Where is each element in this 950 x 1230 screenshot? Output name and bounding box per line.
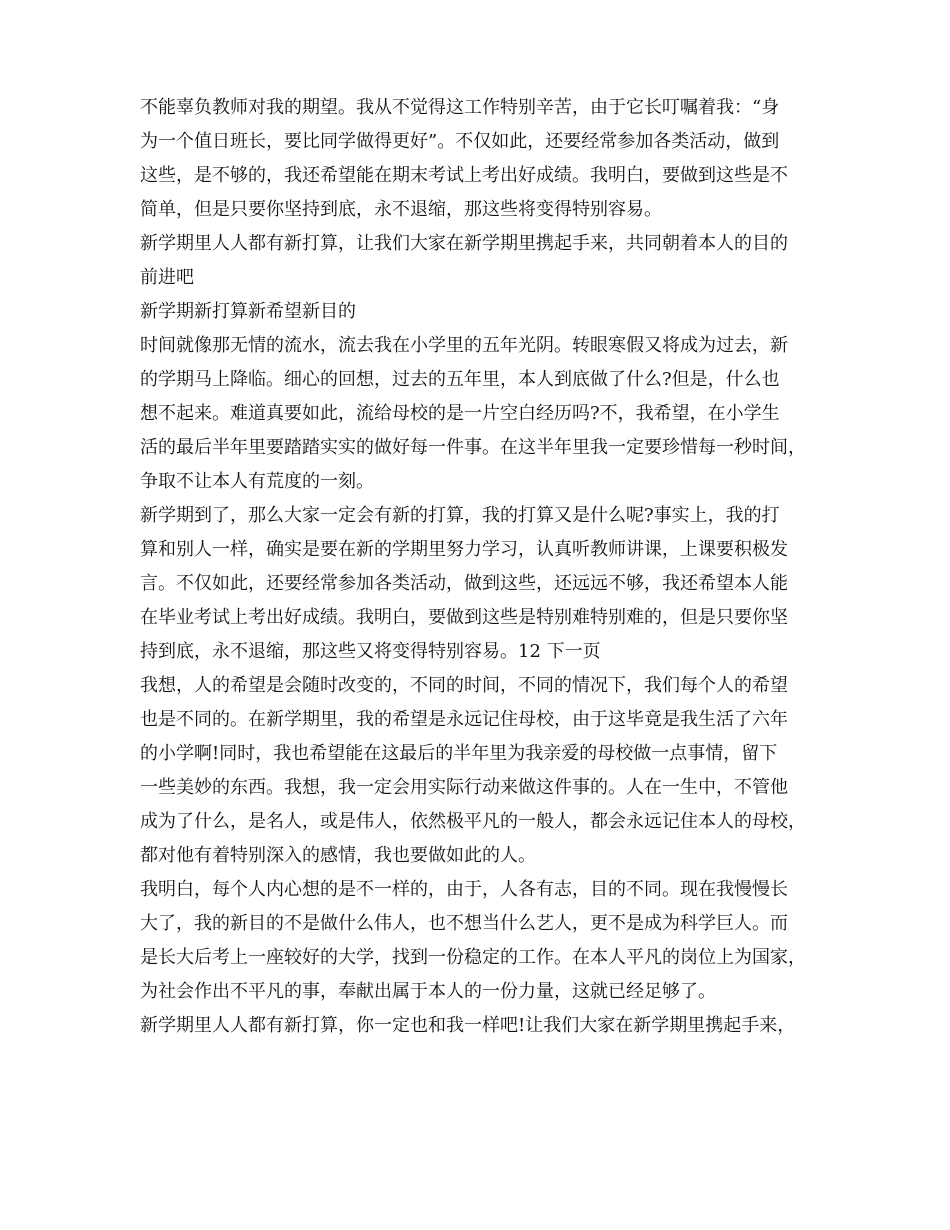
text-line: 我明白，每个人内心想的是不一样的，由于，人各有志，目的不同。现在我慢慢长 [140,879,788,900]
text-line: 这些，是不够的，我还希望能在期末考试上考出好成绩。我明白，要做到这些是不 [140,165,788,186]
text-line: 为社会作出不平凡的事，奉献出属于本人的一份力量，这就已经足够了。 [140,981,716,1002]
section-heading: 新学期新打算新希望新目的 [140,301,356,322]
document-body [140,91,820,1043]
text-line: 简单，但是只要你坚持到底，永不退缩，那这些将变得特别容易。 [140,199,662,220]
text-line: 活的最后半年里要踏踏实实的做好每一件事。在这半年里我一定要珍惜每一秒时间， [140,437,806,458]
text-line: 言。不仅如此，还要经常参加各类活动，做到这些，还远远不够，我还希望本人能 [140,573,788,594]
text-line: 的小学啊!同时，我也希望能在这最后的半年里为我亲爱的母校做一点事情，留下 [140,743,778,764]
text-line: 新学期里人人都有新打算，让我们大家在新学期里携起手来，共同朝着本人的目的 [140,233,788,254]
text-line: 我想，人的希望是会随时改变的，不同的时间，不同的情况下，我们每个人的希望 [140,675,788,696]
text-line: 的学期马上降临。细心的回想，过去的五年里，本人到底做了什么?但是，什么也 [140,369,780,390]
text-line: 新学期里人人都有新打算，你一定也和我一样吧!让我们大家在新学期里携起手来， [140,1015,796,1036]
text-line: 都对他有着特别深入的感情，我也要做如此的人。 [140,845,536,866]
text-line: 算和别人一样，确实是要在新的学期里努力学习，认真听教师讲课，上课要积极发 [140,539,788,560]
text-line: 前进吧 [140,267,194,288]
text-line: 不能辜负教师对我的期望。我从不觉得这工作特别辛苦，由于它长叮嘱着我：“身 [140,97,780,118]
text-line: 持到底，永不退缩，那这些又将变得特别容易。12 下一页 [140,641,601,662]
text-line: 争取不让本人有荒度的一刻。 [140,471,374,492]
text-line: 大了，我的新目的不是做什么伟人，也不想当什么艺人，更不是成为科学巨人。而 [140,913,788,934]
text-line: 成为了什么，是名人，或是伟人，依然极平凡的一般人，都会永远记住本人的母校， [140,811,806,832]
text-line: 在毕业考试上考出好成绩。我明白，要做到这些是特别难特别难的，但是只要你坚 [140,607,788,628]
text-line: 为一个值日班长，要比同学做得更好”。不仅如此，还要经常参加各类活动，做到 [140,131,780,152]
text-line: 一些美妙的东西。我想，我一定会用实际行动来做这件事的。人在一生中，不管他 [140,777,788,798]
text-line: 时间就像那无情的流水，流去我在小学里的五年光阴。转眼寒假又将成为过去，新 [140,335,788,356]
text-line: 新学期到了，那么大家一定会有新的打算，我的打算又是什么呢?事实上，我的打 [140,505,780,526]
text-line: 是长大后考上一座较好的大学，找到一份稳定的工作。在本人平凡的岗位上为国家， [140,947,806,968]
text-line: 想不起来。难道真要如此，流给母校的是一片空白经历吗?不，我希望，在小学生 [140,403,780,424]
text-line: 也是不同的。在新学期里，我的希望是永远记住母校，由于这毕竟是我生活了六年 [140,709,788,730]
